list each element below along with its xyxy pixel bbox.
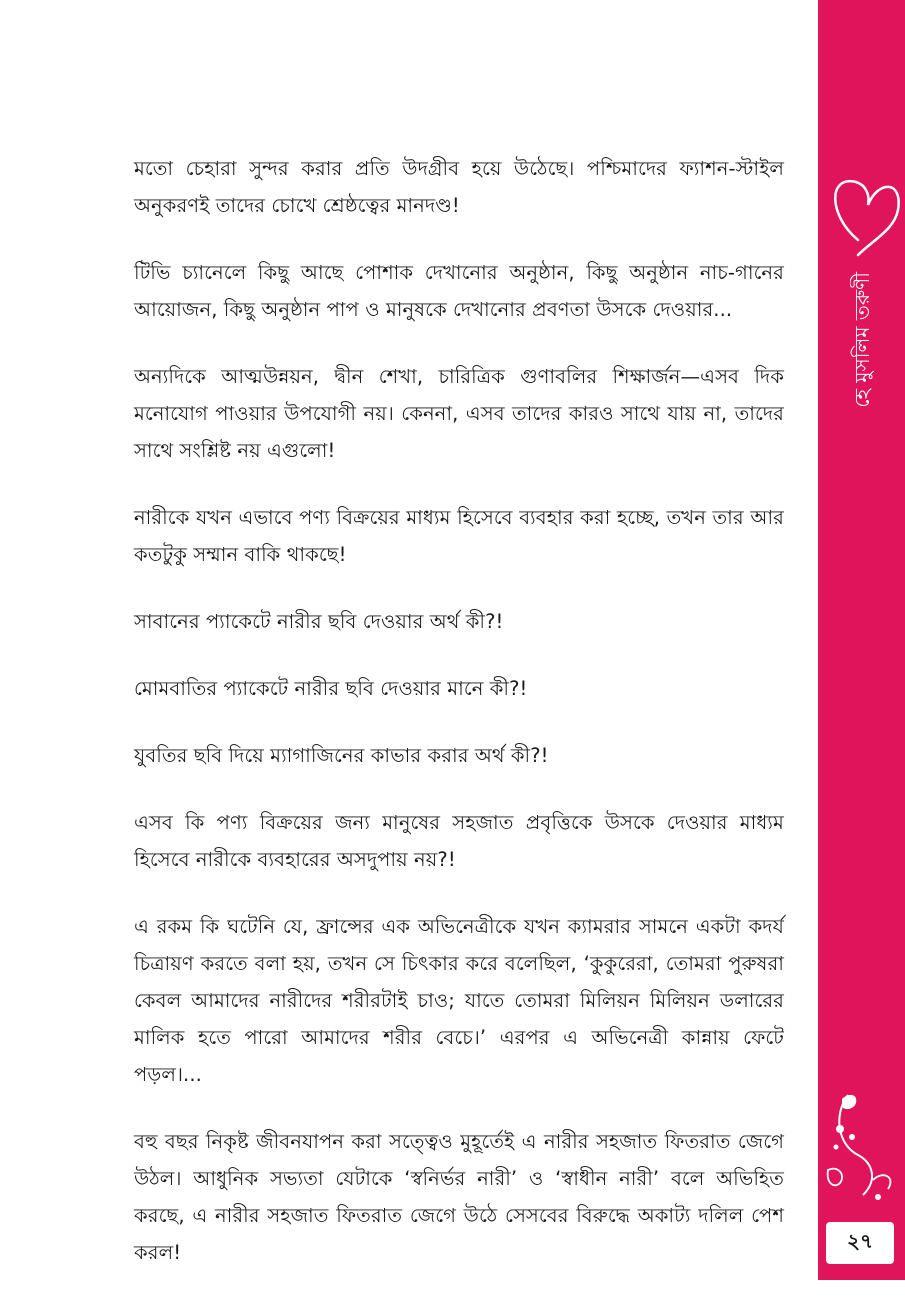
paragraph-1: মতো চেহারা সুন্দর করার প্রতি উদগ্রীব হয়ে উঠেছে। পশ্চিমাদের ফ্যাশন-স্টাইল অনুকরণই তাদের চোখে শ্রেষ্ঠত্বের মানদণ্ড!	[134, 157, 784, 217]
paragraph-8: এসব কি পণ্য বিক্রয়ের জন্য মানুষের সহজাত প্রবৃত্তিকে উসকে দেওয়ার মাধ্যম হিসেবে নারীকে ব্যবহারের অসদুপায় নয়?!	[134, 811, 784, 871]
page-number: ২৭	[846, 1228, 873, 1253]
side-band	[818, 0, 905, 1280]
body-text	[134, 150, 784, 1301]
paragraph-9: এ রকম কি ঘটেনি যে, ফ্রান্সের এক অভিনেত্রীকে যখন ক্যামরার সামনে একটা কদর্য চিত্রায়ণ করতে বলা হয়, তখন সে চিৎকার করে বলেছিল, ‘কুকুরেরা, তোমরা পুরুষরা কেবল আমাদের নারীদের শরীরটাই চাও; যাতে তোমরা মিলিয়ন মিলিয়ন ডলারের মালিক হতে পারো আমাদের শরীর বেচে।’ এরপর এ অভিনেত্রী কান্নায় ফেটে পড়ল।...	[134, 915, 784, 1086]
paragraph-3: অন্যদিকে আত্মউন্নয়ন, দ্বীন শেখা, চারিত্রিক গুণাবলির শিক্ষার্জন—এসব দিক মনোযোগ পাওয়ার উপযোগী নয়। কেননা, এসব তাদের কারও সাথে যায় না, তাদের সাথে সংশ্লিষ্ট নয় এগুলো!	[134, 365, 784, 462]
paragraph-7: যুবতির ছবি দিয়ে ম্যাগাজিনের কাভার করার অর্থ কী?!	[134, 744, 549, 767]
page-number-box	[826, 1222, 894, 1264]
book-title-vertical	[838, 240, 886, 440]
book-title: হে মুসলিম তরুণী	[849, 272, 874, 408]
paragraph-2: টিভি চ্যানেলে কিছু আছে পোশাক দেখানোর অনুষ্ঠান, কিছু অনুষ্ঠান নাচ-গানের আয়োজন, কিছু অনুষ্ঠান পাপ ও মানুষকে দেখানোর প্রবণতা উসকে দেওয়ার...	[134, 261, 784, 321]
floral-ornament-icon	[818, 1085, 905, 1215]
paragraph-6: মোমবাতির প্যাকেটে নারীর ছবি দেওয়ার মানে কী?!	[134, 677, 528, 700]
paragraph-4: নারীকে যখন এভাবে পণ্য বিক্রয়ের মাধ্যম হিসেবে ব্যবহার করা হচ্ছে, তখন তার আর কতটুকু সম্মান বাকি থাকছে!	[134, 506, 784, 566]
paragraph-5: সাবানের প্যাকেটে নারীর ছবি দেওয়ার অর্থ কী?!	[134, 610, 504, 633]
paragraph-10: বহু বছর নিকৃষ্ট জীবনযাপন করা সত্ত্বেও মুহূর্তেই এ নারীর সহজাত ফিতরাত জেগে উঠল। আধুনিক সভ্যতা যেটাকে ‘স্বনির্ভর নারী’ ও ‘স্বাধীন নারী’ বলে অভিহিত করছে, এ নারীর সহজাত ফিতরাত জেগে উঠে সেসবের বিরুদ্ধে অকাট্য দলিল পেশ করল!	[134, 1130, 784, 1264]
